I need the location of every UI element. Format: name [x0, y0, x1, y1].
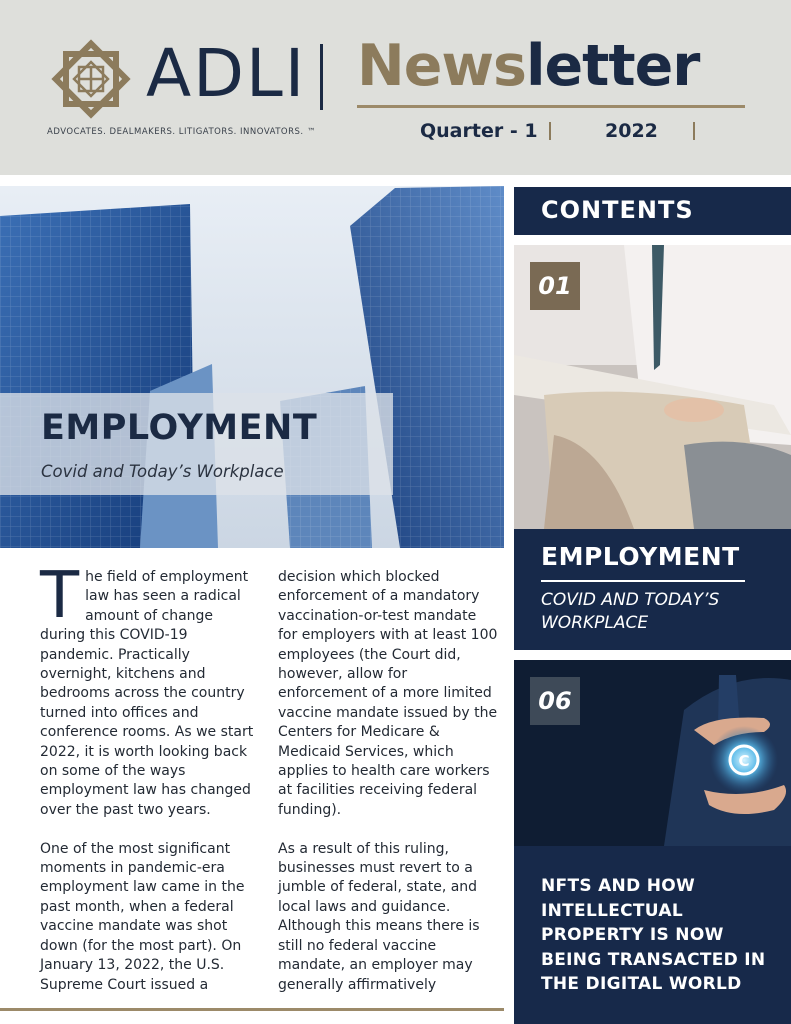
- issue-quarter: Quarter - 1: [420, 120, 538, 142]
- issue-year: 2022: [605, 120, 658, 142]
- logo-wordmark: ADLI: [146, 35, 307, 112]
- contents-heading: CONTENTS: [541, 196, 694, 224]
- article-column-2: [278, 568, 498, 1014]
- contents-item-title: NFTS AND HOW INTELLECTUAL PROPERTY IS NOW BEING TRANSACTED IN THE DIGITAL WORLD: [541, 876, 766, 994]
- tagline: ADVOCATES. DEALMAKERS. LITIGATORS. INNOVATORS. ™: [47, 127, 316, 137]
- hero-image-skyscrapers: [0, 186, 504, 548]
- newsletter-title-part2: letter: [525, 33, 700, 99]
- article-paragraph: [40, 559, 256, 820]
- article-paragraph-text: he field of employment law has seen a radical amount of change during this COVID-19 pandemic. Practically overnight, kitchens and bedrooms across the country turned into offices and conference rooms. As we start 2022, it is worth looking back on some of the ways employment law has changed over the past two years.: [40, 569, 254, 818]
- title-rule: [357, 105, 745, 108]
- contents-number-badge: 06: [530, 677, 580, 725]
- hero-subtitle: Covid and Today’s Workplace: [41, 462, 284, 481]
- contents-item-title: EMPLOYMENT: [541, 542, 740, 571]
- hero-title: EMPLOYMENT: [41, 408, 318, 448]
- contents-number-badge: 01: [530, 262, 580, 310]
- logo-star-icon: [46, 34, 136, 124]
- contents-item-subtitle: COVID AND TODAY’S WORKPLACE: [541, 590, 720, 633]
- newsletter-title: [357, 26, 699, 106]
- article-paragraph: One of the most significant moments in pandemic-era employment law came in the past month, when a federal vaccine mandate was shot down (for the most part). On January 13, 2022, the U.S. Supreme Court issued a: [40, 840, 245, 993]
- issue-separator: [549, 122, 551, 140]
- drop-cap: T: [40, 559, 80, 633]
- newsletter-title-part1: News: [357, 33, 526, 99]
- article-paragraph: decision which blocked enforcement of a mandatory vaccination-or-test mandate for employers with at least 100 employees (the Court did, however, allow for enforcement of a more limited vaccine mandate issued by the Centers for Medicare & Medicaid Services, which applies to health care workers at facilities receiving federal funding).: [278, 569, 498, 818]
- issue-separator: [693, 122, 695, 140]
- article-paragraph: As a result of this ruling, businesses must revert to a jumble of federal, state, and local laws and guidance. Although this means there is still no federal vaccine mandate, an employer may generally affirmatively: [278, 840, 480, 993]
- footer-rule: [0, 1008, 504, 1011]
- article-column-1: [40, 559, 256, 1014]
- logo-divider: [320, 44, 323, 110]
- contents-item-rule: [541, 580, 745, 582]
- svg-text:C: C: [738, 752, 750, 770]
- masthead: [0, 0, 791, 175]
